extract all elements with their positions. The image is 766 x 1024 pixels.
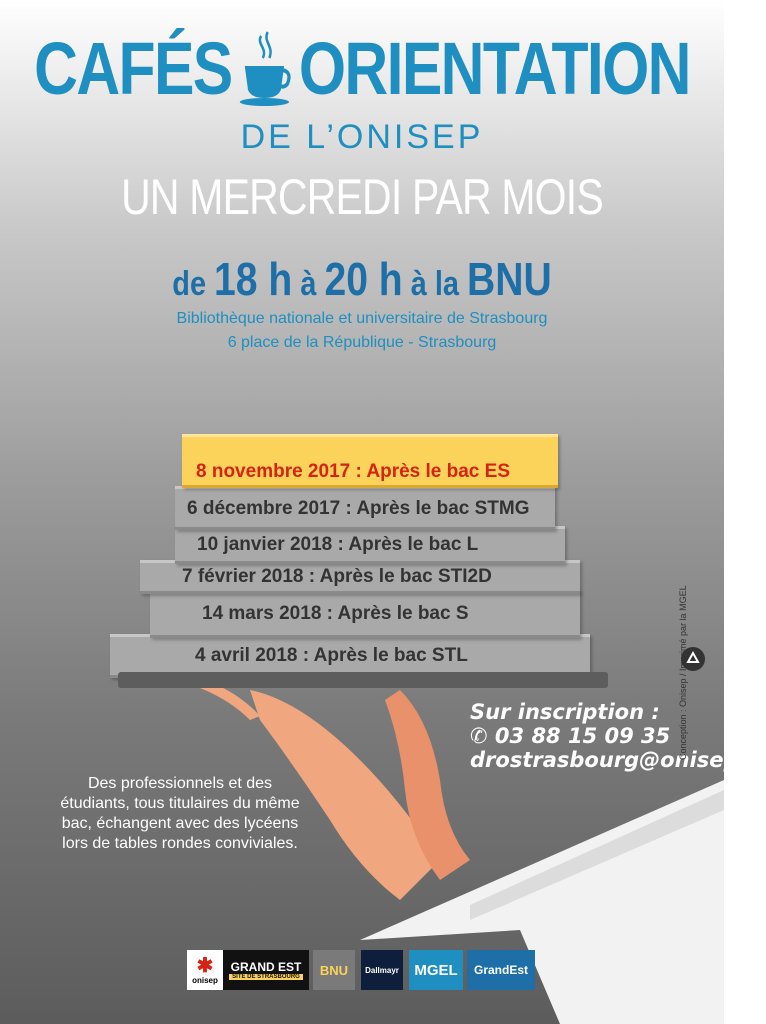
dallmayr-logo-text: Dallmayr xyxy=(365,965,399,975)
time-end: 20 h xyxy=(324,253,403,305)
address-line-2: 6 place de la République - Strasbourg xyxy=(227,334,497,351)
inscription-block xyxy=(470,700,766,772)
dallmayr-logo xyxy=(361,950,403,990)
event-book-3 xyxy=(175,526,565,564)
time-de: de xyxy=(172,265,207,303)
inscription-title: Sur inscription : xyxy=(470,700,660,724)
inscription-phone: ✆ 03 88 15 09 35 xyxy=(470,724,671,748)
site-strasbourg-text: SITE DE STRASBOURG xyxy=(229,974,303,980)
grand-est-region-text: GrandEst xyxy=(473,963,528,977)
event-label: 4 avril 2018 : Après le bac STL xyxy=(195,645,468,666)
time-a: à xyxy=(300,265,317,303)
time-bnu: BNU xyxy=(466,253,552,305)
description-text: Des professionnels et des étudiants, tous titulaires du même bac, échangent avec des lycéens lors de tables rondes conviviales. xyxy=(60,775,300,852)
event-book-1-highlight xyxy=(182,434,558,488)
credit-text: Conception : Onisep / Imprimé par la MGEL xyxy=(678,585,688,760)
title-word-cafes: CAFÉS xyxy=(34,26,232,110)
bnu-logo-text: BNU xyxy=(319,962,349,978)
event-label: 14 mars 2018 : Après le bac S xyxy=(202,603,469,624)
time-ala: à la xyxy=(410,265,459,303)
inscription-email: drostrasbourg@onisep.fr xyxy=(470,748,766,772)
event-label: 6 décembre 2017 : Après le bac STMG xyxy=(187,498,530,519)
subtitle: DE L’ONISEP xyxy=(240,118,484,156)
event-book-4 xyxy=(140,560,580,594)
onisep-logo-text: onisep xyxy=(192,975,218,985)
bnu-logo xyxy=(313,950,355,990)
event-book-2 xyxy=(175,486,555,530)
headline: UN MERCREDI PAR MOIS xyxy=(121,169,603,225)
mgel-logo-text: MGEL xyxy=(414,961,458,979)
grand-est-text: GRAND EST xyxy=(230,960,302,974)
onisep-star-icon: ✱ xyxy=(196,954,214,977)
event-label-highlight: 8 novembre 2017 : Après le bac ES xyxy=(196,461,511,482)
event-book-5 xyxy=(150,590,580,638)
event-label: 10 janvier 2018 : Après le bac L xyxy=(197,534,479,555)
address-line-1: Bibliothèque nationale et universitaire de Strasbourg xyxy=(176,310,548,327)
title-word-orientation: ORIENTATION xyxy=(298,26,690,110)
onisep-logo xyxy=(187,950,223,990)
mgel-logo xyxy=(409,950,463,990)
serving-tray xyxy=(118,672,608,688)
time-start: 18 h xyxy=(214,253,293,305)
grand-est-site-logo xyxy=(223,950,309,990)
grand-est-region-logo xyxy=(467,950,535,990)
event-label: 7 février 2018 : Après le bac STI2D xyxy=(182,566,492,587)
